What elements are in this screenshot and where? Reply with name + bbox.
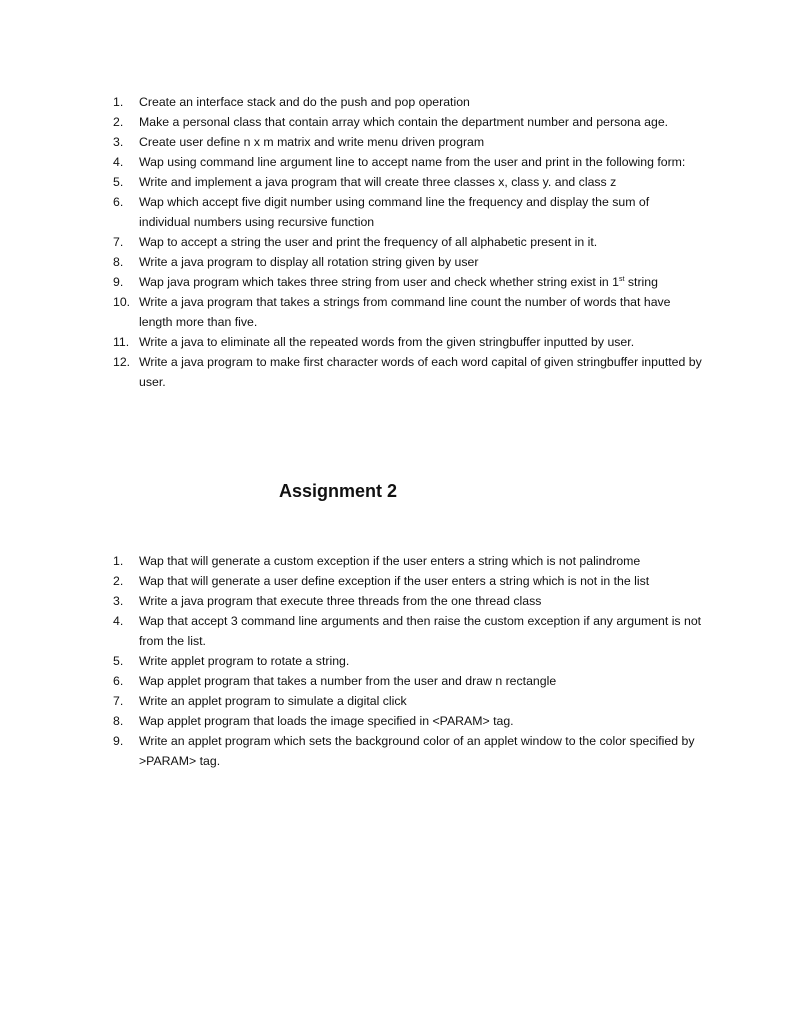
item-number: 4. [113, 614, 124, 628]
assignment-2-question-list [113, 551, 703, 771]
item-number: 6. [113, 674, 124, 688]
list-item [113, 232, 703, 252]
ordinal-superscript: st [619, 275, 625, 283]
item-text: Write and implement a java program that will create three classes x, class y. and class z [139, 175, 617, 189]
item-text-tail: string [624, 275, 658, 289]
item-text: Write a java program to make first character words of each word capital of given stringbuffer inputted by user. [139, 355, 702, 389]
item-text: Create user define n x m matrix and write menu driven program [139, 135, 485, 149]
item-text: Write applet program to rotate a string. [139, 654, 350, 668]
list-item [113, 92, 703, 112]
item-text: Write a java program that execute three threads from the one thread class [139, 594, 542, 608]
item-text: Make a personal class that contain array which contain the department number and persona age. [139, 115, 669, 129]
item-number: 1. [113, 554, 124, 568]
list-item [113, 112, 703, 132]
list-item [113, 571, 703, 591]
item-text: Wap which accept five digit number using command line the frequency and display the sum of individual numbers using recursive function [139, 195, 650, 229]
list-item [113, 252, 703, 272]
item-number: 9. [113, 734, 124, 748]
item-text: Write a java to eliminate all the repeated words from the given stringbuffer inputted by user. [139, 335, 635, 349]
item-text: Wap applet program that loads the image specified in <PARAM> tag. [139, 714, 514, 728]
list-item [113, 172, 703, 192]
item-number: 12. [113, 355, 131, 369]
list-item [113, 292, 703, 332]
list-item [113, 352, 703, 392]
list-item [113, 551, 703, 571]
item-text: Wap java program which takes three string from user and check whether string exist in 1 [139, 275, 620, 289]
item-text: Wap that will generate a user define exception if the user enters a string which is not in the list [139, 574, 650, 588]
item-number: 3. [113, 594, 124, 608]
list-item [113, 132, 703, 152]
list-item [113, 711, 703, 731]
item-text: Write a java program that takes a strings from command line count the number of words that have length more than five. [139, 295, 671, 329]
list-item [113, 152, 703, 172]
item-number: 1. [113, 95, 124, 109]
list-item [113, 691, 703, 711]
item-text: Write a java program to display all rotation string given by user [139, 255, 479, 269]
item-number: 3. [113, 135, 124, 149]
item-number: 7. [113, 694, 124, 708]
item-number: 11. [113, 335, 130, 349]
item-text: Wap that will generate a custom exception if the user enters a string which is not palindrome [139, 554, 641, 568]
item-number: 8. [113, 714, 124, 728]
list-item [113, 272, 703, 292]
list-item [113, 671, 703, 691]
list-item [113, 731, 703, 771]
item-number: 2. [113, 574, 124, 588]
item-number: 6. [113, 195, 124, 209]
item-text: Create an interface stack and do the push and pop operation [139, 95, 470, 109]
item-text: Write an applet program to simulate a digital click [139, 694, 407, 708]
list-item [113, 332, 703, 352]
list-item [113, 651, 703, 671]
item-number: 10. [113, 295, 131, 309]
list-item [113, 591, 703, 611]
item-number: 8. [113, 255, 124, 269]
item-number: 4. [113, 155, 124, 169]
item-number: 5. [113, 654, 124, 668]
assignment-1-question-list [113, 92, 703, 392]
assignment-2-heading: Assignment 2 [279, 481, 398, 501]
item-number: 9. [113, 275, 124, 289]
item-text: Wap applet program that takes a number from the user and draw n rectangle [139, 674, 557, 688]
item-number: 2. [113, 115, 124, 129]
item-number: 7. [113, 235, 124, 249]
item-number: 5. [113, 175, 124, 189]
list-item [113, 192, 703, 232]
list-item [113, 611, 703, 651]
item-text: Wap that accept 3 command line arguments and then raise the custom exception if any argument is not from the list. [139, 614, 702, 648]
item-text: Write an applet program which sets the background color of an applet window to the color specified by >PARAM> tag. [139, 734, 695, 768]
item-text: Wap using command line argument line to accept name from the user and print in the following form: [139, 155, 686, 169]
item-text: Wap to accept a string the user and print the frequency of all alphabetic present in it. [139, 235, 598, 249]
